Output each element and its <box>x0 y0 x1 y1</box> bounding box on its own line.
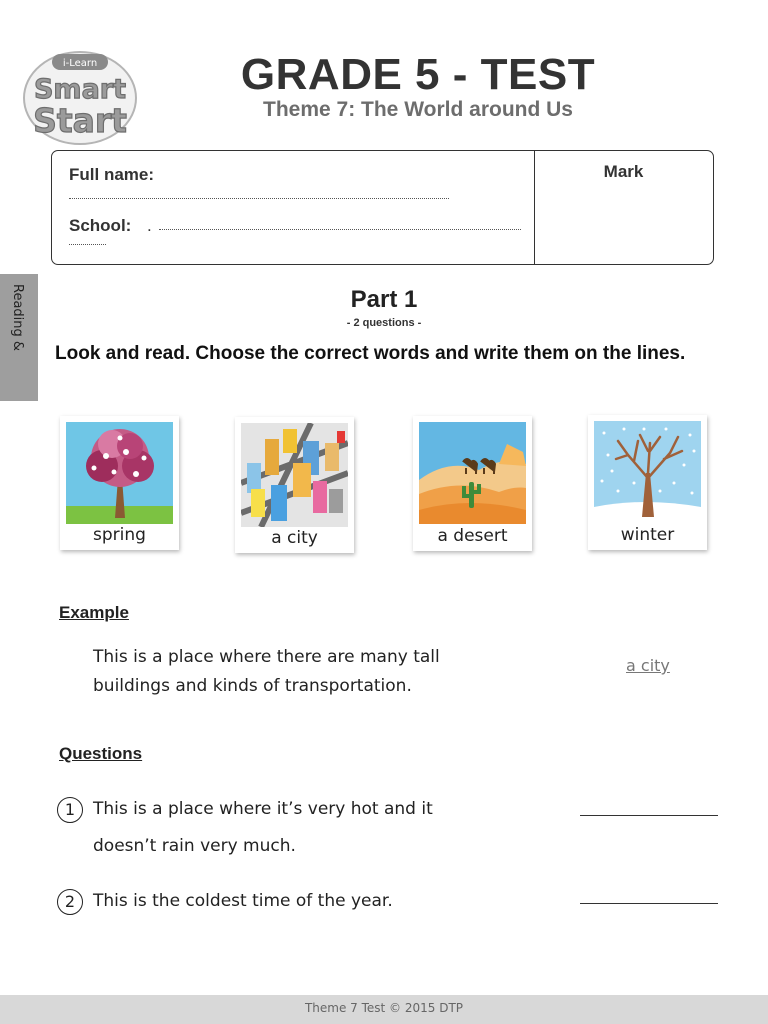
logo-line1: Smart <box>33 74 127 105</box>
example-heading: Example <box>59 603 129 622</box>
desert-icon <box>419 422 526 524</box>
word-card-label: winter <box>620 525 675 545</box>
full-name-field[interactable] <box>69 198 449 199</box>
mark-label: Mark <box>603 162 644 181</box>
answer-line-2[interactable] <box>580 903 718 904</box>
question-1-line-1: This is a place where it’s very hot and it <box>93 799 433 819</box>
word-card-winter <box>588 415 707 550</box>
logo-line2: Start <box>33 101 127 140</box>
student-info-box <box>51 150 714 265</box>
example-answer: a city <box>626 656 670 675</box>
school-label: School: <box>69 216 132 235</box>
page-title: GRADE 5 - TEST <box>240 50 596 99</box>
page-subtitle: Theme 7: The World around Us <box>263 98 573 121</box>
part-subtitle: - 2 questions - <box>346 317 422 329</box>
school-field[interactable] <box>159 229 521 230</box>
question-number-1: 1 <box>57 797 83 823</box>
word-card-label: a city <box>271 528 318 548</box>
instruction-text: Look and read. Choose the correct words and write them on the lines. <box>55 343 686 364</box>
questions-heading: Questions <box>59 744 143 763</box>
word-card-label: a desert <box>437 526 508 546</box>
word-card-desert <box>413 416 532 551</box>
smart-start-logo <box>20 48 140 148</box>
logo-top-text: i-Learn <box>62 58 98 69</box>
city-icon <box>241 423 348 527</box>
answer-line-1[interactable] <box>580 815 718 816</box>
spring-tree-icon <box>66 422 173 524</box>
example-line-1: This is a place where there are many tall <box>93 647 440 667</box>
word-card-label: spring <box>93 525 146 545</box>
school-dot: . <box>147 216 152 235</box>
school-field-continued[interactable] <box>69 244 106 245</box>
winter-tree-icon <box>594 421 701 523</box>
word-card-city <box>235 417 354 553</box>
question-1-line-2: doesn’t rain very much. <box>93 836 296 856</box>
side-tab-label: Reading & <box>10 284 25 352</box>
full-name-label: Full name: <box>69 165 155 184</box>
word-card-spring <box>60 416 179 550</box>
page-footer: Theme 7 Test © 2015 DTP <box>0 995 768 1024</box>
question-2-line-1: This is the coldest time of the year. <box>93 891 393 911</box>
question-number-2: 2 <box>57 889 83 915</box>
part-title: Part 1 <box>350 286 418 313</box>
example-line-2: buildings and kinds of transportation. <box>93 676 412 696</box>
